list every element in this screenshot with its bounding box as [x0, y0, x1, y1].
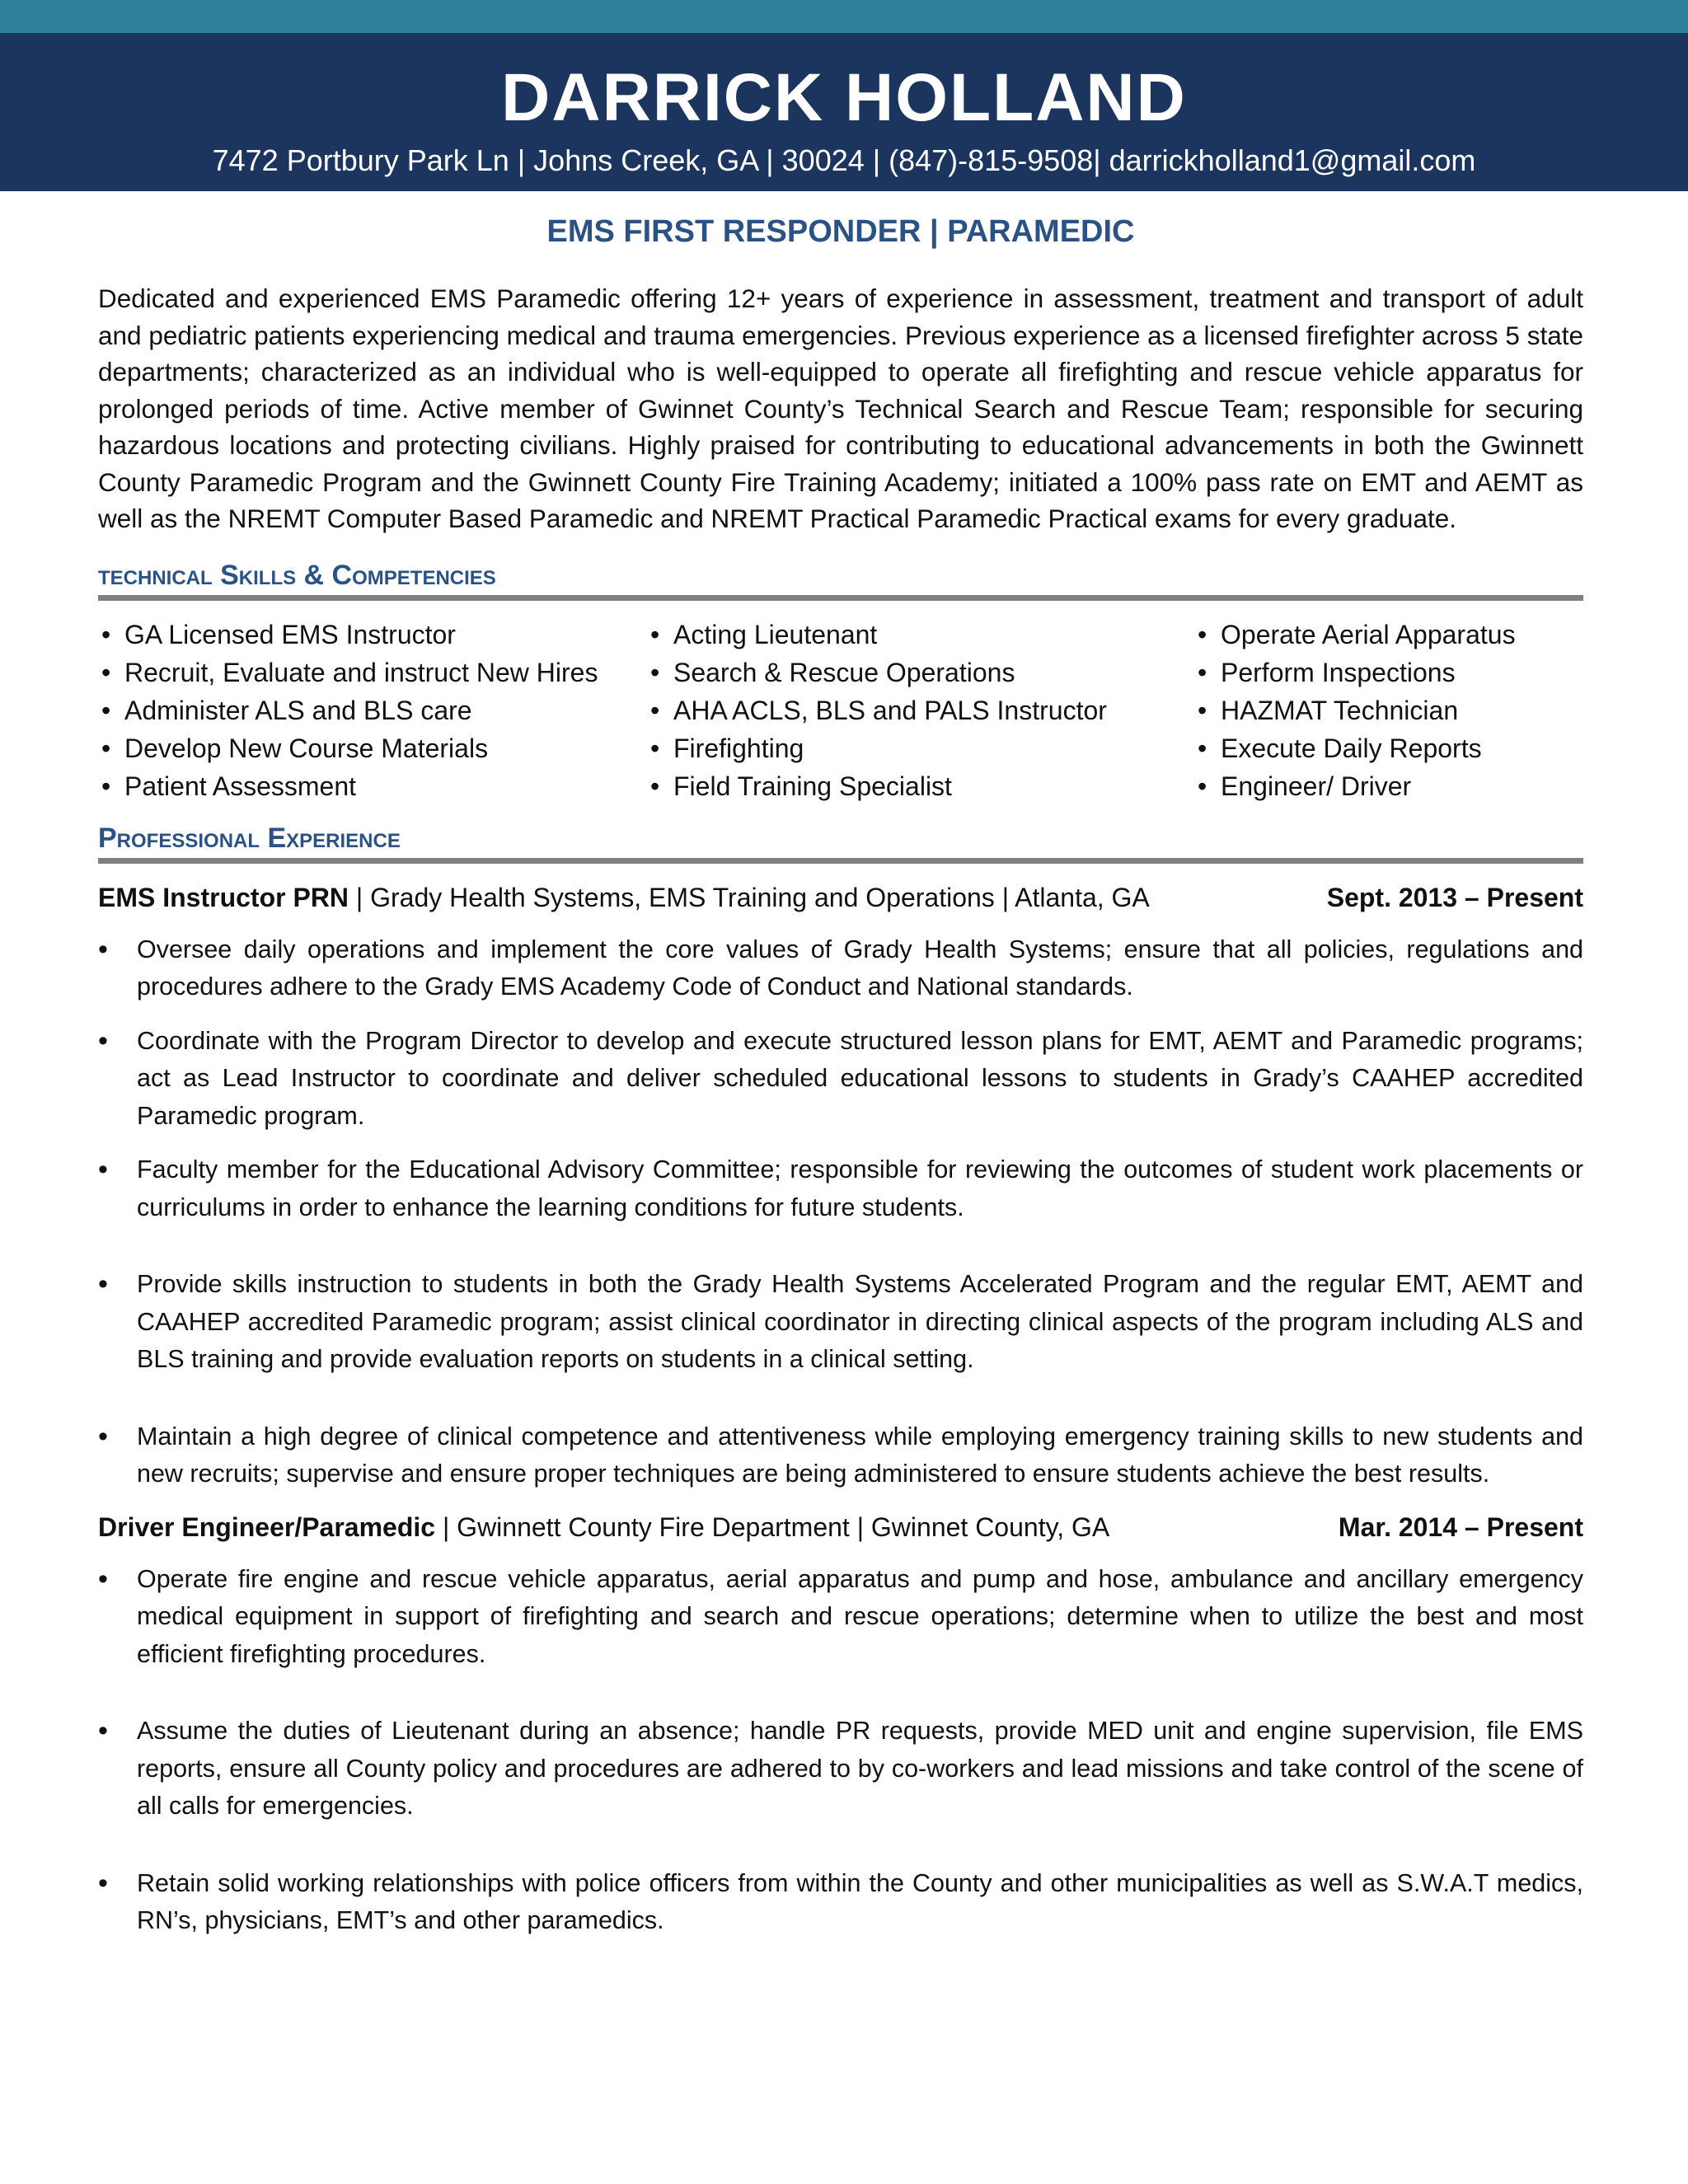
bullet-item: • Assume the duties of Lieutenant during an absence; handle PR requests, provide MED unit and engine supervision, file EMS reports, ensure all County policy and procedures are adhered to by co-workers and lead missions and take control of the scene of all calls for emergencies. — [98, 1713, 1583, 1825]
skill-item: • AHA ACLS, BLS and PALS Instructor — [647, 691, 1194, 729]
skill-item: • Develop New Course Materials — [98, 729, 647, 767]
skills-heading: technical Skills & Competencies — [98, 557, 1583, 601]
skill-item: • Field Training Specialist — [647, 767, 1194, 805]
skills-column-3 — [1194, 616, 1583, 805]
bullet-item: • Operate fire engine and rescue vehicle apparatus, aerial apparatus and pump and hose, ambulance and ancillary emergency medical equipment in support of firefighting and search and rescue operations; determine when to utilize the best and most efficient firefighting procedures. — [98, 1561, 1583, 1674]
skills-column-1 — [98, 616, 647, 805]
top-accent-band — [0, 0, 1688, 33]
skill-item: • HAZMAT Technician — [1194, 691, 1583, 729]
bullet-item: • Faculty member for the Educational Advisory Committee; responsible for reviewing the outcomes of student work placements or curriculums in order to enhance the learning conditions for future students. — [98, 1151, 1583, 1226]
job-role — [98, 879, 1150, 916]
resume-body — [98, 191, 1583, 1940]
skills-list — [98, 616, 1583, 805]
job-bullets — [98, 931, 1583, 1493]
job-role — [98, 1508, 1109, 1546]
bullet-item: • Oversee daily operations and implement the core values of Grady Health Systems; ensure that all policies, regulations and procedures adhere to the Grady EMS Academy Code of Conduct and National standards. — [98, 931, 1583, 1006]
skill-item: • Recruit, Evaluate and instruct New Hires — [98, 654, 647, 691]
job-header — [98, 879, 1583, 916]
skill-item: • Firefighting — [647, 729, 1194, 767]
bullet-item: • Coordinate with the Program Director to develop and execute structured lesson plans for EMT, AEMT and Paramedic programs; act as Lead Instructor to coordinate and deliver scheduled educational lessons to students in Grady’s CAAHEP accredited Paramedic program. — [98, 1023, 1583, 1136]
skill-item: • Patient Assessment — [98, 767, 647, 805]
job-title: Driver Engineer/Paramedic — [98, 1511, 436, 1542]
skill-item: • Acting Lieutenant — [647, 616, 1194, 654]
bullet-item: • Retain solid working relationships with police officers from within the County and other municipalities as well as S.W.A.T medics, RN’s, physicians, EMT’s and other paramedics. — [98, 1865, 1583, 1940]
experience-heading: Professional Experience — [98, 820, 1583, 864]
summary-paragraph: Dedicated and experienced EMS Paramedic offering 12+ years of experience in assessment, treatment and transport of adult and pediatric patients experiencing medical and trauma emergencies. Previous experience as a licensed firefighter across 5 state departments; characterized as an individual who is well-equipped to operate all firefighting and rescue vehicle apparatus for prolonged periods of time. Active member of Gwinnet County’s Technical Search and Rescue Team; responsible for securing hazardous locations and protecting civilians. Highly praised for contributing to educational advancements in both the Gwinnett County Paramedic Program and the Gwinnett County Fire Training Academy; initiated a 100% pass rate on EMT and AEMT as well as the NREMT Computer Based Paramedic and NREMT Practical Paramedic Practical exams for every graduate. — [98, 284, 1583, 533]
role-title: EMS FIRST RESPONDER | PARAMEDIC — [546, 214, 1135, 249]
job-dates: Mar. 2014 – Present — [1338, 1511, 1583, 1542]
skill-item: • Engineer/ Driver — [1194, 767, 1583, 805]
job-details: | Grady Health Systems, EMS Training and Operations | Atlanta, GA — [349, 882, 1150, 912]
job-details: | Gwinnett County Fire Department | Gwinnet County, GA — [435, 1511, 1110, 1542]
job-bullets — [98, 1561, 1583, 1940]
job-title: EMS Instructor PRN — [98, 882, 349, 912]
bullet-item: • Provide skills instruction to students in both the Grady Health Systems Accelerated Program and the regular EMT, AEMT and CAAHEP accredited Paramedic program; assist clinical coordinator in directing clinical aspects of the program including ALS and BLS training and provide evaluation reports on students in a clinical setting. — [98, 1266, 1583, 1379]
bullet-item: • Maintain a high degree of clinical competence and attentiveness while employing emergency training skills to new students and new recruits; supervise and ensure proper techniques are being administered to ensure students achieve the best results. — [98, 1418, 1583, 1493]
skill-item: • Execute Daily Reports — [1194, 729, 1583, 767]
skill-item: • GA Licensed EMS Instructor — [98, 616, 647, 654]
skill-item: • Administer ALS and BLS care — [98, 691, 647, 729]
candidate-name: DARRICK HOLLAND — [501, 60, 1187, 135]
skill-item: • Search & Rescue Operations — [647, 654, 1194, 691]
job-dates: Sept. 2013 – Present — [1326, 882, 1583, 912]
resume-header — [0, 33, 1688, 191]
contact-info: 7472 Portbury Park Ln | Johns Creek, GA | 30024 | (847)-815-9508| darrickholland1@gmail.com — [212, 143, 1476, 177]
skill-item: • Perform Inspections — [1194, 654, 1583, 691]
skills-column-2 — [647, 616, 1194, 805]
job-header — [98, 1508, 1583, 1546]
skill-item: • Operate Aerial Apparatus — [1194, 616, 1583, 654]
